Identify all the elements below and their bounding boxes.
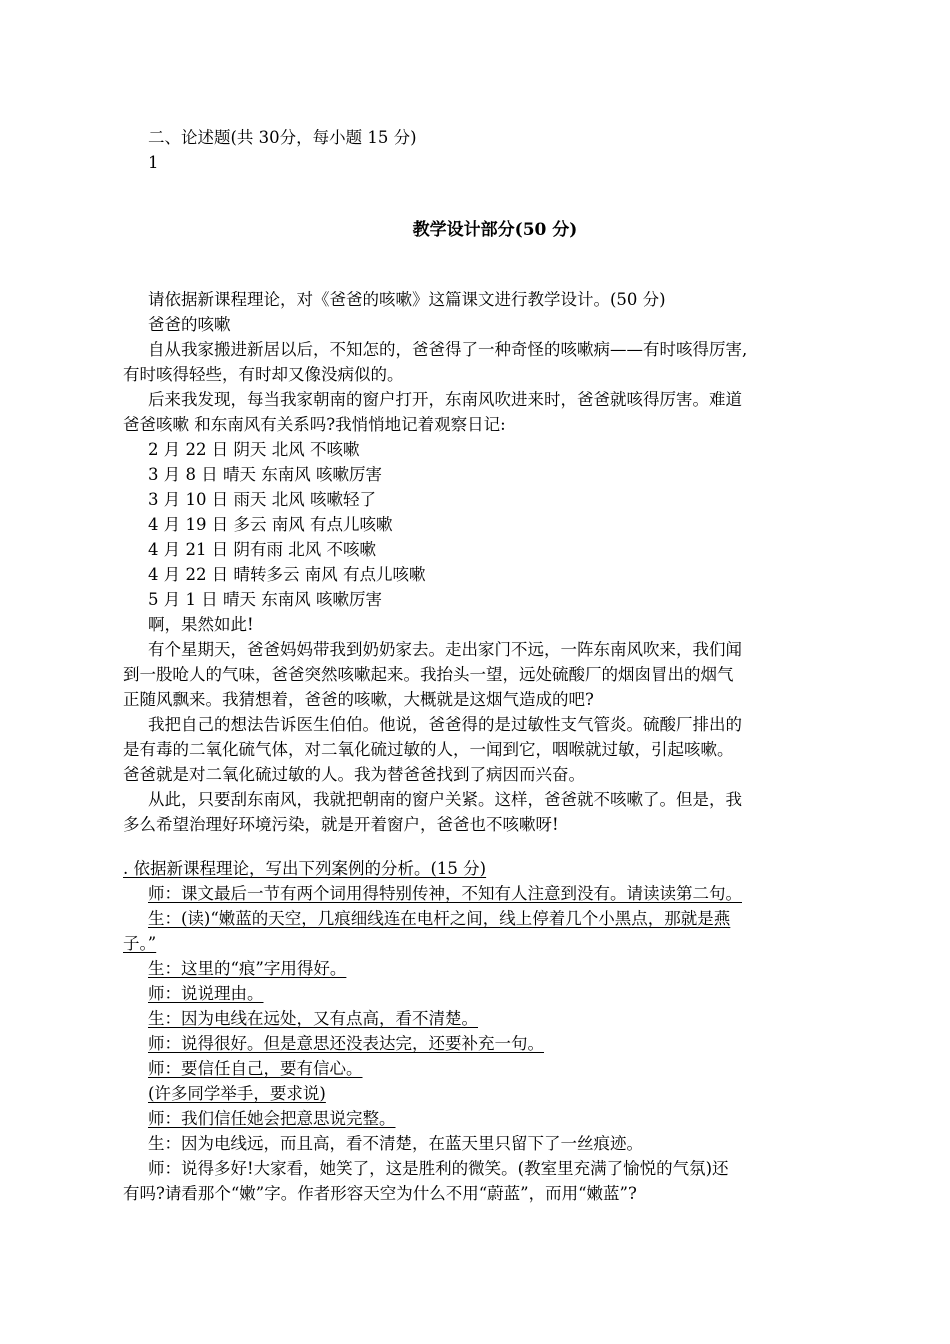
paragraph-line: 从此，只要刮东南风，我就把朝南的窗户关紧。这样，爸爸就不咳嗽了。但是，我 <box>148 790 742 809</box>
diary-entry: 2 月 22 日 阴天 北风 不咳嗽 <box>148 440 360 459</box>
dialogue-line: 师：说得很好。但是意思还没表达完，还要补充一句。 <box>148 1034 544 1053</box>
dialogue-line: 子。” <box>123 934 157 953</box>
paragraph-line: 是有毒的二氧化硫气体，对二氧化硫过敏的人，一闻到它，咽喉就过敏，引起咳嗽。 <box>123 740 734 759</box>
paragraph-line: 我把自己的想法告诉医生伯伯。他说，爸爸得的是过敏性支气管炎。硫酸厂排出的 <box>148 715 742 734</box>
diary-entry: 3 月 10 日 雨天 北风 咳嗽轻了 <box>148 490 376 509</box>
paragraph-line: 正随风飘来。我猜想着，爸爸的咳嗽，大概就是这烟气造成的吧? <box>123 690 594 709</box>
instruction-text: 请依据新课程理论，对《爸爸的咳嗽》这篇课文进行教学设计。(50 分) <box>148 290 666 309</box>
question-number: 1 <box>148 153 159 172</box>
dialogue-line: 师：说说理由。 <box>148 984 264 1003</box>
text-title: 爸爸的咳嗽 <box>148 315 231 334</box>
dialogue-line: 师：要信任自己，要有信心。 <box>148 1059 363 1078</box>
paragraph-line: 爸爸咳嗽 和东南风有关系吗?我悄悄地记着观察日记: <box>123 415 506 434</box>
diary-entry: 3 月 8 日 晴天 东南风 咳嗽厉害 <box>148 465 382 484</box>
dialogue-line: 生：(读)“嫩蓝的天空，几痕细线连在电杆之间，线上停着几个小黑点，那就是燕 <box>148 909 731 928</box>
dialogue-line: 有吗?请看那个“嫩”字。作者形容天空为什么不用“蔚蓝”，而用“嫩蓝”? <box>123 1184 637 1203</box>
section-title: 教学设计部分(50 分) <box>412 220 578 240</box>
dialogue-line: 生：因为电线远，而且高，看不清楚，在蓝天里只留下了一丝痕迹。 <box>148 1134 643 1153</box>
dialogue-line: 师：我们信任她会把意思说完整。 <box>148 1109 396 1128</box>
paragraph-line: 爸爸就是对二氧化硫过敏的人。我为替爸爸找到了病因而兴奋。 <box>123 765 585 784</box>
section-heading: 二、论述题(共 30分，每小题 15 分) <box>148 128 417 147</box>
diary-entry: 4 月 21 日 阴有雨 北风 不咳嗽 <box>148 540 376 559</box>
dialogue-line: (许多同学举手，要求说) <box>148 1084 326 1103</box>
diary-entry: 5 月 1 日 晴天 东南风 咳嗽厉害 <box>148 590 382 609</box>
paragraph-line: 后来我发现，每当我家朝南的窗户打开，东南风吹进来时，爸爸就咳得厉害。难道 <box>148 390 742 409</box>
exclamation-line: 啊，果然如此! <box>148 615 254 634</box>
paragraph-line: 到一股呛人的气味，爸爸突然咳嗽起来。我抬头一望，远处硫酸厂的烟囱冒出的烟气 <box>123 665 734 684</box>
case-heading: . 依据新课程理论，写出下列案例的分析。(15 分) <box>123 859 487 878</box>
paragraph-line: 自从我家搬进新居以后，不知怎的，爸爸得了一种奇怪的咳嗽病——有时咳得厉害, <box>148 340 748 359</box>
dialogue-line: 师：课文最后一节有两个词用得特别传神，不知有人注意到没有。请读读第二句。 <box>148 884 742 903</box>
paragraph-line: 有时咳得轻些，有时却又像没病似的。 <box>123 365 404 384</box>
dialogue-line: 生：因为电线在远处，又有点高，看不清楚。 <box>148 1009 478 1028</box>
dialogue-line: 师：说得多好!大家看，她笑了，这是胜利的微笑。(教室里充满了愉悦的气氛)还 <box>148 1159 729 1178</box>
paragraph-line: 有个星期天，爸爸妈妈带我到奶奶家去。走出家门不远，一阵东南风吹来，我们闻 <box>148 640 742 659</box>
diary-entry: 4 月 19 日 多云 南风 有点儿咳嗽 <box>148 515 393 534</box>
paragraph-line: 多么希望治理好环境污染，就是开着窗户，爸爸也不咳嗽呀! <box>123 815 559 834</box>
dialogue-line: 生：这里的“痕”字用得好。 <box>148 959 347 978</box>
diary-entry: 4 月 22 日 晴转多云 南风 有点儿咳嗽 <box>148 565 426 584</box>
